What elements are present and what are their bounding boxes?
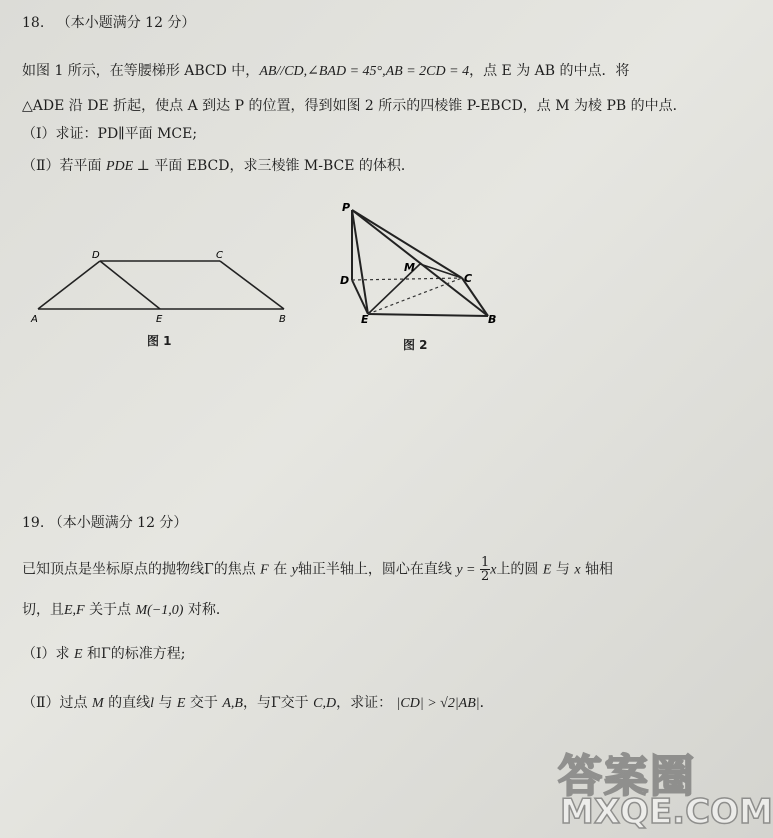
figure-2-pyramid (330, 198, 510, 328)
q19-header (22, 514, 187, 532)
q18-part2-math: PDE ⊥ (105, 159, 150, 174)
q19-line1 (22, 556, 613, 583)
fig2-label-P: P (342, 201, 351, 214)
q18-part2-text-b: 平面 EBCD，求三棱锥 M-BCE 的体积． (154, 158, 415, 174)
q19-line-eq: y = (456, 562, 476, 578)
q19-part2-inequality: |CD| > √2|AB| (396, 696, 480, 711)
q19-line2-text-c: 对称． (187, 602, 230, 618)
q18-line1-text-b: ，点 E 为 AB 的中点．将 (469, 63, 630, 79)
q18-line1-math: AB//CD,∠BAD = 45°,AB = 2CD = 4 (259, 64, 470, 79)
q19-point-M: M(−1,0) (135, 603, 184, 618)
q19-score: （本小题满分 12 分） (48, 515, 188, 531)
q19-line-x: x (490, 562, 497, 578)
fig2-label-B: B (488, 313, 497, 326)
q19-line2 (22, 601, 230, 620)
q19-part2-text-b: 的直线 (108, 695, 151, 711)
q18-line1 (22, 62, 630, 81)
q19-part1-text-a: （Ⅰ）求 (22, 646, 70, 662)
watermark-logo (558, 740, 773, 835)
q19-line1-text-a: 已知顶点是坐标原点的抛物线Γ的焦点 (22, 561, 256, 578)
q19-line1-text-e: 与 (555, 561, 570, 578)
q19-line2-text-a: 切，且 (22, 602, 64, 618)
q19-line1-text-c: 轴正半轴上，圆心在直线 (297, 561, 452, 578)
segment-AD (38, 261, 100, 309)
q19-focus-F: F (260, 562, 269, 578)
q19-part2-l: l (150, 696, 154, 711)
q19-part2-text-a: （Ⅱ）过点 (22, 695, 88, 711)
fig2-label-E: E (361, 313, 369, 326)
q18-line1-text-a: 如图 1 所示，在等腰梯形 ABCD 中， (22, 63, 260, 79)
q18-part1: （Ⅰ）求证：PD∥平面 MCE; (22, 126, 198, 142)
q19-line2-EF: E,F (64, 603, 85, 618)
q19-part2-text-d: 交于 (189, 695, 218, 711)
q19-part2 (22, 694, 494, 713)
watermark-url: MXQE.COM (560, 792, 773, 832)
segment-CB (220, 261, 284, 309)
edge-EB (368, 314, 488, 316)
fig1-label-D: D (92, 250, 100, 261)
q19-part1-E: E (73, 647, 83, 662)
q19-circle-E: E (542, 562, 552, 578)
q18-number: 18. (22, 15, 45, 31)
q18-part2-text-a: （Ⅱ）若平面 (22, 158, 102, 174)
q19-line1-text-f: 轴相 (585, 561, 614, 578)
q19-part2-CD: C,D (313, 696, 337, 711)
fig2-label-M: M (404, 261, 415, 274)
q19-fraction-num: 1 (480, 555, 490, 570)
fig2-label-C: C (464, 272, 473, 285)
q19-part2-text-e: ，与Γ交于 (242, 695, 309, 711)
edge-PB (352, 210, 488, 316)
watermark-logo-text: 答案圈 (558, 751, 696, 802)
q19-part1 (22, 645, 185, 664)
q19-x-axis: x (574, 562, 581, 578)
fig2-label-D: D (340, 274, 350, 287)
q19-part2-text-c: 与 (158, 695, 173, 711)
q19-y-axis: y (291, 562, 298, 578)
segment-DE (100, 261, 160, 309)
q19-line1-text-b: 在 (273, 561, 288, 578)
q18-line2: △ADE 沿 DE 折起，使点 A 到达 P 的位置，得到如图 2 所示的四棱锥 P-EBCD，点 M 为棱 PB 的中点． (22, 98, 687, 114)
q19-line2-text-b: 关于点 (89, 602, 132, 618)
edge-DC-hidden (352, 278, 462, 280)
q19-fraction-den: 2 (480, 569, 490, 584)
q19-line1-text-d: 上的圆 (496, 561, 539, 578)
figure-2-caption: 图 2 (403, 338, 428, 352)
fig1-label-C: C (216, 250, 223, 261)
q19-part2-end: ． (479, 695, 494, 711)
q19-part2-E: E (176, 696, 186, 711)
q19-part2-AB: A,B (222, 696, 243, 711)
figure-1-trapezoid (28, 245, 298, 325)
q19-part2-text-f: ，求证： (336, 695, 393, 711)
q19-part2-M: M (91, 696, 104, 711)
q18-score: （本小题满分 12 分） (56, 15, 196, 31)
q19-number: 19. (22, 515, 45, 531)
q18-header (22, 14, 195, 32)
q18-part2 (22, 157, 415, 176)
fig1-label-B: B (279, 314, 286, 325)
q19-fraction (480, 556, 490, 583)
fig1-label-E: E (156, 314, 163, 325)
fig1-label-A: A (31, 314, 38, 325)
edge-EC-hidden (368, 278, 462, 314)
figure-1-caption: 图 1 (147, 334, 172, 348)
q19-part1-text-b: 和Γ的标准方程; (87, 646, 186, 662)
